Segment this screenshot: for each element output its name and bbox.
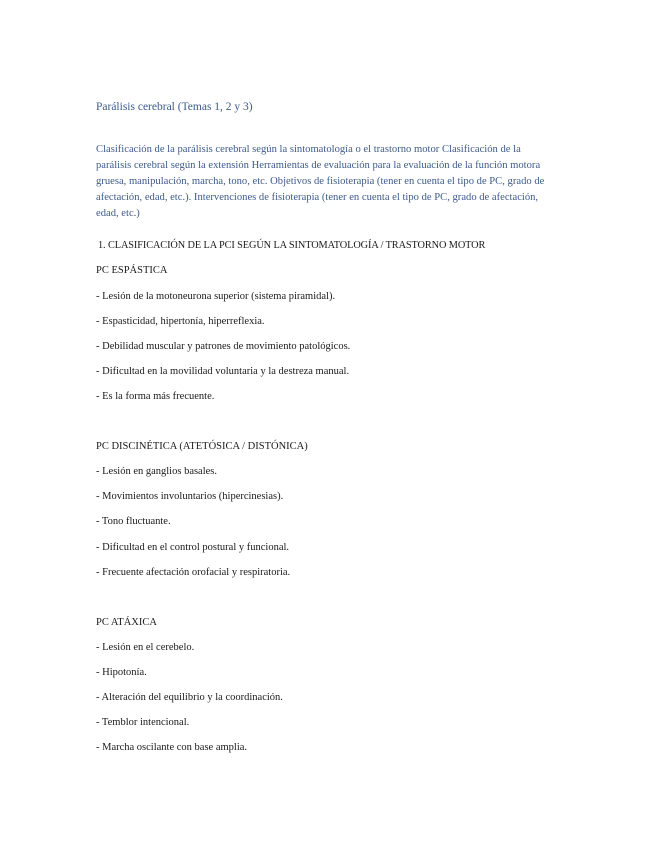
list-item: - Es la forma más frecuente. xyxy=(96,391,215,402)
document-title: Parálisis cerebral (Temas 1, 2 y 3) xyxy=(96,101,253,113)
list-item: - Tono fluctuante. xyxy=(96,516,171,527)
section-heading: 1. CLASIFICACIÓN DE LA PCI SEGÚN LA SINTOMATOLOGÍA / TRASTORNO MOTOR xyxy=(98,240,486,251)
list-item: - Hipotonía. xyxy=(96,667,147,678)
list-item: - Dificultad en el control postural y funcional. xyxy=(96,542,290,553)
list-item: - Marcha oscilante con base amplia. xyxy=(96,742,248,753)
list-item: - Temblor intencional. xyxy=(96,717,190,728)
list-item: - Movimientos involuntarios (hipercinesias). xyxy=(96,491,284,502)
subsection-heading-espastica: PC ESPÁSTICA xyxy=(96,265,168,276)
list-item: - Alteración del equilibrio y la coordinación. xyxy=(96,692,283,703)
list-item: - Frecuente afectación orofacial y respiratoria. xyxy=(96,567,291,578)
subsection-heading-ataxica: PC ATÁXICA xyxy=(96,617,157,628)
list-item: - Debilidad muscular y patrones de movimiento patológicos. xyxy=(96,341,351,352)
list-item: - Lesión de la motoneurona superior (sistema piramidal). xyxy=(96,291,336,302)
intro-paragraph: Clasificación de la parálisis cerebral según la sintomatología o el trastorno motor Clasificación de la parálisis cerebral según la extensión Herramientas de evaluación para la evaluación de la función motora gruesa, manipulación, marcha, tono, etc. Objetivos de fisioterapia (tener en cuenta el tipo de PC, grado de afectación, edad, etc.). Intervenciones de fisioterapia (tener en cuenta el tipo de PC, grado de afectación, edad, etc.) xyxy=(96,144,545,219)
list-item: - Lesión en el cerebelo. xyxy=(96,642,195,653)
list-item: - Dificultad en la movilidad voluntaria y la destreza manual. xyxy=(96,366,350,377)
subsection-heading-discinetica: PC DISCINÉTICA (ATETÓSICA / DISTÓNICA) xyxy=(96,441,308,452)
list-item: - Espasticidad, hipertonía, hiperreflexia. xyxy=(96,316,265,327)
list-item: - Lesión en ganglios basales. xyxy=(96,466,218,477)
